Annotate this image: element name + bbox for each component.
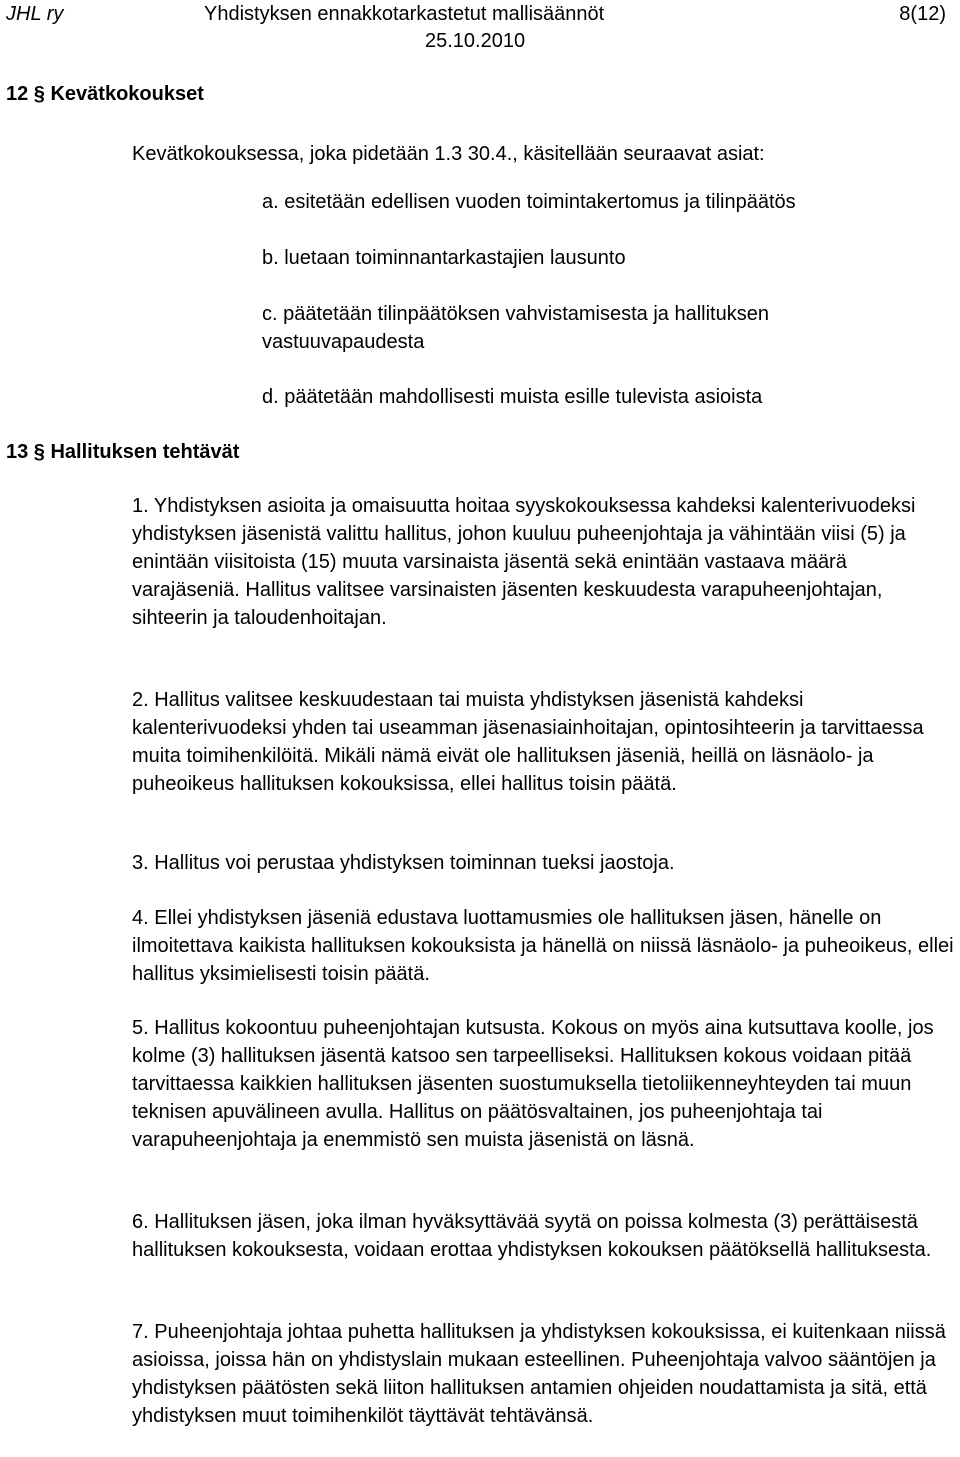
spring-meeting-item-a [262,188,922,216]
spring-meeting-item-b [262,244,922,272]
header-page-number: 8(12) [899,3,946,25]
board-duties-paragraph-3: 3. Hallitus voi perustaa yhdistyksen toiminnan tueksi jaostoja. [132,852,675,874]
board-duties-paragraph-2: 2. Hallitus valitsee keskuudestaan tai muista yhdistyksen jäsenistä kahdeksi kalenterivuodeksi yhden tai useamman jäsenasiainhoitajan, opintosihteerin ja tarvittaessa muita toimihenkilöitä. Mikäli nämä eivät ole hallituksen jäseniä, heillä on läsnäolo- ja puheoikeus hallituksen kokouksissa, ellei hallitus toisin päätä. [132,689,924,795]
list-item: a. esitetään edellisen vuoden toimintakertomus ja tilinpäätös [262,191,796,213]
board-duties-paragraph-1: 1. Yhdistyksen asioita ja omaisuutta hoitaa syyskokouksessa kahdeksi kalenterivuodeksi yhdistyksen jäsenistä valittu hallitus, johon kuuluu puheenjohtaja ja vähintään viisi (5) ja enintään viisitoista (15) muuta varsinaista jäsentä sekä enintään vastaava määrä varajäseniä. Hallitus valitsee varsinaisten jäsenten keskuudesta varapuheenjohtajan, sihteerin ja taloudenhoitajan. [132,495,916,629]
spring-meeting-item-c [262,300,882,356]
header-date: 25.10.2010 [425,30,526,52]
board-duties-paragraph-4: 4. Ellei yhdistyksen jäseniä edustava luottamusmies ole hallituksen jäsen, hänelle on ilmoitettava kaikista hallituksen kokouksista ja hänellä on niissä läsnäolo- ja puheoikeus, ellei hallitus yksimielisesti toisin päätä. [132,907,954,985]
board-duties-paragraph-7: 7. Puheenjohtaja johtaa puhetta hallituksen ja yhdistyksen kokouksissa, ei kuitenkaan niissä asioissa, joissa hän on yhdistyslain mukaan esteellinen. Puheenjohtaja valvoo sääntöjen ja yhdistyksen päätösten sekä liiton hallituksen antamien ohjeiden noudattamista ja sitä, että yhdistyksen muut toimihenkilöt täyttävät tehtävänsä. [132,1321,946,1427]
header-org: JHL ry [6,3,64,25]
header-document-title: Yhdistyksen ennakkotarkastetut mallisäännöt [204,3,605,25]
spring-meeting-intro: Kevätkokouksessa, joka pidetään 1.3 30.4., käsitellään seuraavat asiat: [132,143,765,165]
list-item: d. päätetään mahdollisesti muista esille tulevista asioista [262,386,763,408]
board-duties-paragraph-6: 6. Hallituksen jäsen, joka ilman hyväksyttävää syytä on poissa kolmesta (3) perättäisestä hallituksen kokouksesta, voidaan erottaa yhdistyksen kokouksen päätöksellä hallituksesta. [132,1211,932,1261]
list-item: c. päätetään tilinpäätöksen vahvistamisesta ja hallituksen vastuuvapaudesta [262,303,769,353]
list-item: b. luetaan toiminnantarkastajien lausunto [262,247,626,269]
section-heading-board-duties: 13 § Hallituksen tehtävät [6,441,240,463]
section-heading-spring-meeting: 12 § Kevätkokoukset [6,83,204,105]
spring-meeting-item-d [262,383,922,411]
board-duties-paragraph-5: 5. Hallitus kokoontuu puheenjohtajan kutsusta. Kokous on myös aina kutsuttava koolle, jos kolme (3) hallituksen jäsentä katsoo sen tarpeelliseksi. Hallituksen kokous voidaan pitää tarvittaessa kaikkien hallituksen jäsenten suostumuksella tietoliikenneyhteyden tai muun teknisen apuvälineen avulla. Hallitus on päätösvaltainen, jos puheenjohtaja tai varapuheenjohtaja ja enemmistö sen muista jäsenistä on läsnä. [132,1017,934,1151]
